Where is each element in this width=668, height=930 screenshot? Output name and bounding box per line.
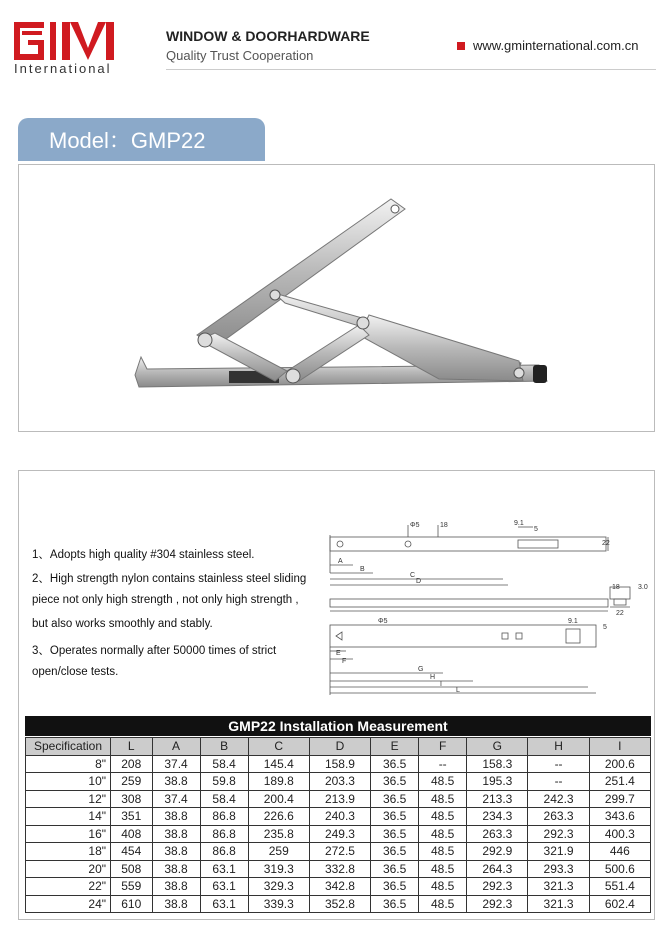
table-cell: 293.3 (528, 860, 589, 878)
table-cell: 36.5 (371, 808, 419, 826)
tagline-subtitle: Quality Trust Cooperation (166, 48, 314, 63)
column-header: F (419, 738, 467, 756)
column-header: E (371, 738, 419, 756)
feature-line-5: 3、Operates normally after 50000 times of strict (32, 645, 277, 657)
table-cell: 20" (26, 860, 111, 878)
table-cell: 203.3 (309, 773, 370, 791)
table-cell: 38.8 (152, 878, 200, 896)
table-row (26, 843, 651, 861)
table-cell: 14" (26, 808, 111, 826)
gmi-logo (14, 22, 122, 60)
table-cell: 559 (111, 878, 153, 896)
table-cell: 264.3 (467, 860, 528, 878)
technical-drawing (318, 515, 658, 700)
column-header: G (467, 738, 528, 756)
dim-e: E (336, 650, 341, 657)
table-cell: 610 (111, 895, 153, 913)
table-cell: 38.8 (152, 825, 200, 843)
table-cell: -- (419, 755, 467, 773)
table-cell: 263.3 (528, 808, 589, 826)
table-cell: 508 (111, 860, 153, 878)
table-cell: 18" (26, 843, 111, 861)
table-cell: 36.5 (371, 860, 419, 878)
table-cell: 321.3 (528, 878, 589, 896)
feature-line-3: piece not only high strength , not only high strength , (32, 594, 299, 606)
product-photo-panel (18, 164, 655, 432)
table-cell: 48.5 (419, 843, 467, 861)
column-header: B (200, 738, 248, 756)
dim-g: G (418, 666, 424, 673)
table-row (26, 773, 651, 791)
table-cell: 240.3 (309, 808, 370, 826)
table-cell: 292.3 (528, 825, 589, 843)
column-header: H (528, 738, 589, 756)
feature-line-1: 1、Adopts high quality #304 stainless steel. (32, 549, 255, 561)
dim-22-side: 22 (616, 610, 624, 617)
table-cell: 446 (589, 843, 650, 861)
table-row (26, 790, 651, 808)
table-cell: 400.3 (589, 825, 650, 843)
table-row (26, 860, 651, 878)
table-cell: 213.3 (467, 790, 528, 808)
table-cell: 551.4 (589, 878, 650, 896)
table-cell: 342.8 (309, 878, 370, 896)
table-cell: 145.4 (248, 755, 309, 773)
table-cell: 22" (26, 878, 111, 896)
table-cell: 454 (111, 843, 153, 861)
table-cell: 36.5 (371, 843, 419, 861)
table-cell: -- (528, 755, 589, 773)
table-cell: 48.5 (419, 825, 467, 843)
table-cell: 59.8 (200, 773, 248, 791)
table-cell: 38.8 (152, 773, 200, 791)
column-header: L (111, 738, 153, 756)
table-cell: 343.6 (589, 808, 650, 826)
table-cell: 48.5 (419, 790, 467, 808)
dim-phi5-top: Φ5 (410, 522, 420, 529)
table-cell: 63.1 (200, 895, 248, 913)
table-cell: 351 (111, 808, 153, 826)
table-cell: 48.5 (419, 860, 467, 878)
table-cell: 38.8 (152, 895, 200, 913)
table-cell: 10" (26, 773, 111, 791)
model-label: Model：GMP22 (49, 128, 206, 153)
dim-f: F (342, 658, 347, 665)
column-header: C (248, 738, 309, 756)
dim-5-top: 5 (534, 526, 538, 533)
table-row (26, 878, 651, 896)
table-cell: 299.7 (589, 790, 650, 808)
table-cell: 263.3 (467, 825, 528, 843)
table-cell: 321.3 (528, 895, 589, 913)
table-cell: 195.3 (467, 773, 528, 791)
header-divider (166, 69, 656, 70)
table-cell: 158.9 (309, 755, 370, 773)
feature-line-2: 2、High strength nylon contains stainless steel sliding (32, 573, 307, 585)
table-cell: 408 (111, 825, 153, 843)
table-cell: 38.8 (152, 843, 200, 861)
logo-wordmark: International (14, 61, 112, 76)
dim-d: D (416, 578, 422, 585)
table-cell: 24" (26, 895, 111, 913)
feature-line-4: but also works smoothly and stably. (32, 618, 213, 630)
table-cell: 213.9 (309, 790, 370, 808)
table-cell: 208 (111, 755, 153, 773)
table-cell: 36.5 (371, 790, 419, 808)
table-cell: 308 (111, 790, 153, 808)
website-url: www.gminternational.com.cn (473, 38, 639, 53)
table-title: GMP22 Installation Measurement (25, 716, 651, 736)
table-cell: 200.4 (248, 790, 309, 808)
dim-b: B (360, 566, 365, 573)
column-header: D (309, 738, 370, 756)
table-cell: 48.5 (419, 878, 467, 896)
table-cell: -- (528, 773, 589, 791)
table-cell: 8" (26, 755, 111, 773)
table-cell: 37.4 (152, 755, 200, 773)
table-cell: 158.3 (467, 755, 528, 773)
table-cell: 321.9 (528, 843, 589, 861)
table-cell: 38.8 (152, 808, 200, 826)
table-row (26, 895, 651, 913)
dim-3-0-side: 3.0 (638, 584, 648, 591)
table-cell: 189.8 (248, 773, 309, 791)
table-cell: 36.5 (371, 755, 419, 773)
table-cell: 36.5 (371, 878, 419, 896)
feature-line-6: open/close tests. (32, 666, 119, 678)
table-header-row (26, 738, 651, 756)
table-cell: 48.5 (419, 895, 467, 913)
table-cell: 36.5 (371, 895, 419, 913)
model-tab (18, 118, 265, 161)
table-cell: 292.3 (467, 895, 528, 913)
dim-18-side: 18 (612, 584, 620, 591)
dim-h: H (430, 674, 436, 681)
table-cell: 249.3 (309, 825, 370, 843)
tagline-title: WINDOW & DOORHARDWARE (166, 28, 370, 44)
table-cell: 16" (26, 825, 111, 843)
dim-phi5-bottom: Φ5 (378, 618, 388, 625)
table-row (26, 825, 651, 843)
table-cell: 292.9 (467, 843, 528, 861)
table-cell: 200.6 (589, 755, 650, 773)
friction-stay-hinge-image (19, 165, 656, 433)
table-cell: 242.3 (528, 790, 589, 808)
table-cell: 259 (111, 773, 153, 791)
dim-a: A (338, 558, 343, 565)
bullet-square-icon (457, 42, 465, 50)
table-cell: 234.3 (467, 808, 528, 826)
table-cell: 319.3 (248, 860, 309, 878)
dim-i: I (440, 681, 442, 688)
table-cell: 37.4 (152, 790, 200, 808)
table-cell: 602.4 (589, 895, 650, 913)
table-cell: 500.6 (589, 860, 650, 878)
table-cell: 272.5 (309, 843, 370, 861)
table-cell: 63.1 (200, 860, 248, 878)
table-cell: 48.5 (419, 808, 467, 826)
column-header: A (152, 738, 200, 756)
table-cell: 251.4 (589, 773, 650, 791)
table-cell: 36.5 (371, 773, 419, 791)
table-cell: 36.5 (371, 825, 419, 843)
table-cell: 86.8 (200, 843, 248, 861)
table-cell: 48.5 (419, 773, 467, 791)
table-cell: 339.3 (248, 895, 309, 913)
dim-l: L (456, 687, 460, 694)
dim-c: C (410, 572, 416, 579)
dim-5-bottom: 5 (603, 624, 607, 631)
table-row (26, 808, 651, 826)
website-link[interactable] (457, 38, 638, 53)
dim-9-1-bottom: 9.1 (568, 618, 578, 625)
table-cell: 329.3 (248, 878, 309, 896)
table-cell: 235.8 (248, 825, 309, 843)
table-cell: 86.8 (200, 825, 248, 843)
column-header: I (589, 738, 650, 756)
dim-18-top: 18 (440, 522, 448, 529)
table-cell: 58.4 (200, 755, 248, 773)
table-cell: 352.8 (309, 895, 370, 913)
table-cell: 86.8 (200, 808, 248, 826)
table-cell: 58.4 (200, 790, 248, 808)
installation-measurement-table (25, 737, 651, 913)
table-cell: 38.8 (152, 860, 200, 878)
table-cell: 226.6 (248, 808, 309, 826)
table-row (26, 755, 651, 773)
table-cell: 332.8 (309, 860, 370, 878)
table-cell: 12" (26, 790, 111, 808)
column-header: Specification (26, 738, 111, 756)
dim-22-top: 22 (602, 540, 610, 547)
table-cell: 259 (248, 843, 309, 861)
table-cell: 292.3 (467, 878, 528, 896)
dim-9-1-top: 9.1 (514, 520, 524, 527)
table-cell: 63.1 (200, 878, 248, 896)
